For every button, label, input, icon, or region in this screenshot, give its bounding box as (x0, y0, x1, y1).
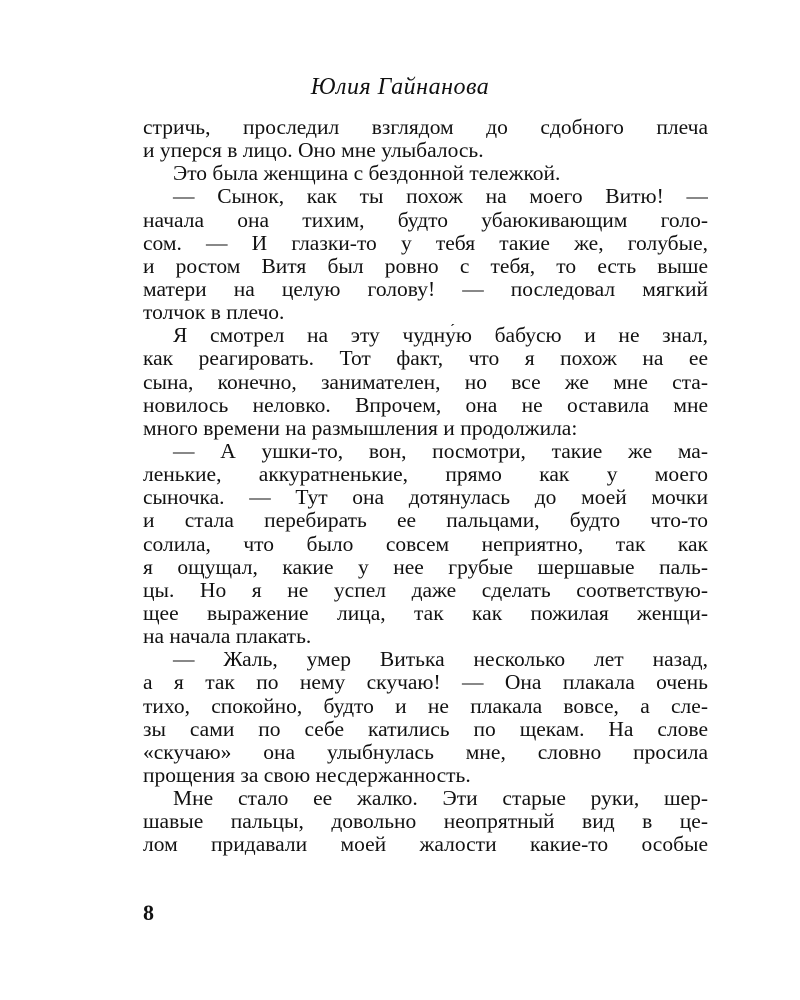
text-line: зы сами по себе катились по щекам. На слове (143, 717, 708, 741)
text-line: ленькие, аккуратненькие, прямо как у моего (143, 463, 708, 487)
text-line: много времени на размышления и продолжила: (143, 416, 578, 440)
text-line: толчок в плечо. (143, 301, 285, 325)
text-line: сына, конечно, занимателен, но все же мне ста- (143, 370, 708, 394)
text-line: лом придавали моей жалости какие-то особые (143, 833, 708, 857)
text-line: сом. — И глазки-то у тебя такие же, голубые, (143, 231, 708, 255)
text-line: солила, что было совсем неприятно, так как (143, 532, 708, 556)
text-line: Я смотрел на эту чудну́ю бабусю и не знал, (173, 324, 708, 348)
text-line: я ощущал, какие у нее грубые шершавые паль- (143, 555, 708, 579)
text-line: — Жаль, умер Витька несколько лет назад, (173, 648, 708, 672)
text-line: Мне стало ее жалко. Эти старые руки, шер- (173, 787, 708, 811)
text-line: — А ушки-то, вон, посмотри, такие же ма- (173, 439, 708, 463)
text-line: цы. Но я не успел даже сделать соответствую- (143, 578, 708, 602)
text-line: а я так по нему скучаю! — Она плакала очень (143, 671, 708, 695)
text-line: — Сынок, как ты похож на моего Витю! — (173, 185, 708, 209)
text-line: как реагировать. Тот факт, что я похож на ее (143, 347, 708, 371)
body-text (143, 116, 708, 857)
text-line: начала она тихим, будто убаюкивающим голо- (143, 208, 708, 232)
text-line: новилось неловко. Впрочем, она не оставила мне (143, 393, 708, 417)
text-line: на начала плакать. (143, 625, 312, 649)
text-line: стричь, проследил взглядом до сдобного плеча (143, 116, 708, 139)
text-line: «скучаю» она улыбнулась мне, словно просила (143, 740, 708, 764)
text-line: шавые пальцы, довольно неопрятный вид в це- (143, 810, 708, 834)
text-line: прощения за свою несдержанность. (143, 763, 471, 787)
text-line: и ростом Витя был ровно с тебя, то есть выше (143, 254, 708, 278)
text-line: сыночка. — Тут она дотянулась до моей мочки (143, 486, 708, 510)
text-line: тихо, спокойно, будто и не плакала вовсе, а сле- (143, 694, 708, 718)
text-line: щее выражение лица, так как пожилая женщи- (143, 601, 708, 625)
text-line: и стала перебирать ее пальцами, будто что-то (143, 509, 708, 533)
page-number: 8 (143, 900, 154, 925)
running-head-author: Юлия Гайнанова (310, 74, 490, 100)
text-line: Это была женщина с бездонной тележкой. (173, 162, 561, 186)
text-line: и уперся в лицо. Оно мне улыбалось. (143, 139, 484, 163)
text-line: матери на целую голову! — последовал мягкий (143, 277, 708, 301)
